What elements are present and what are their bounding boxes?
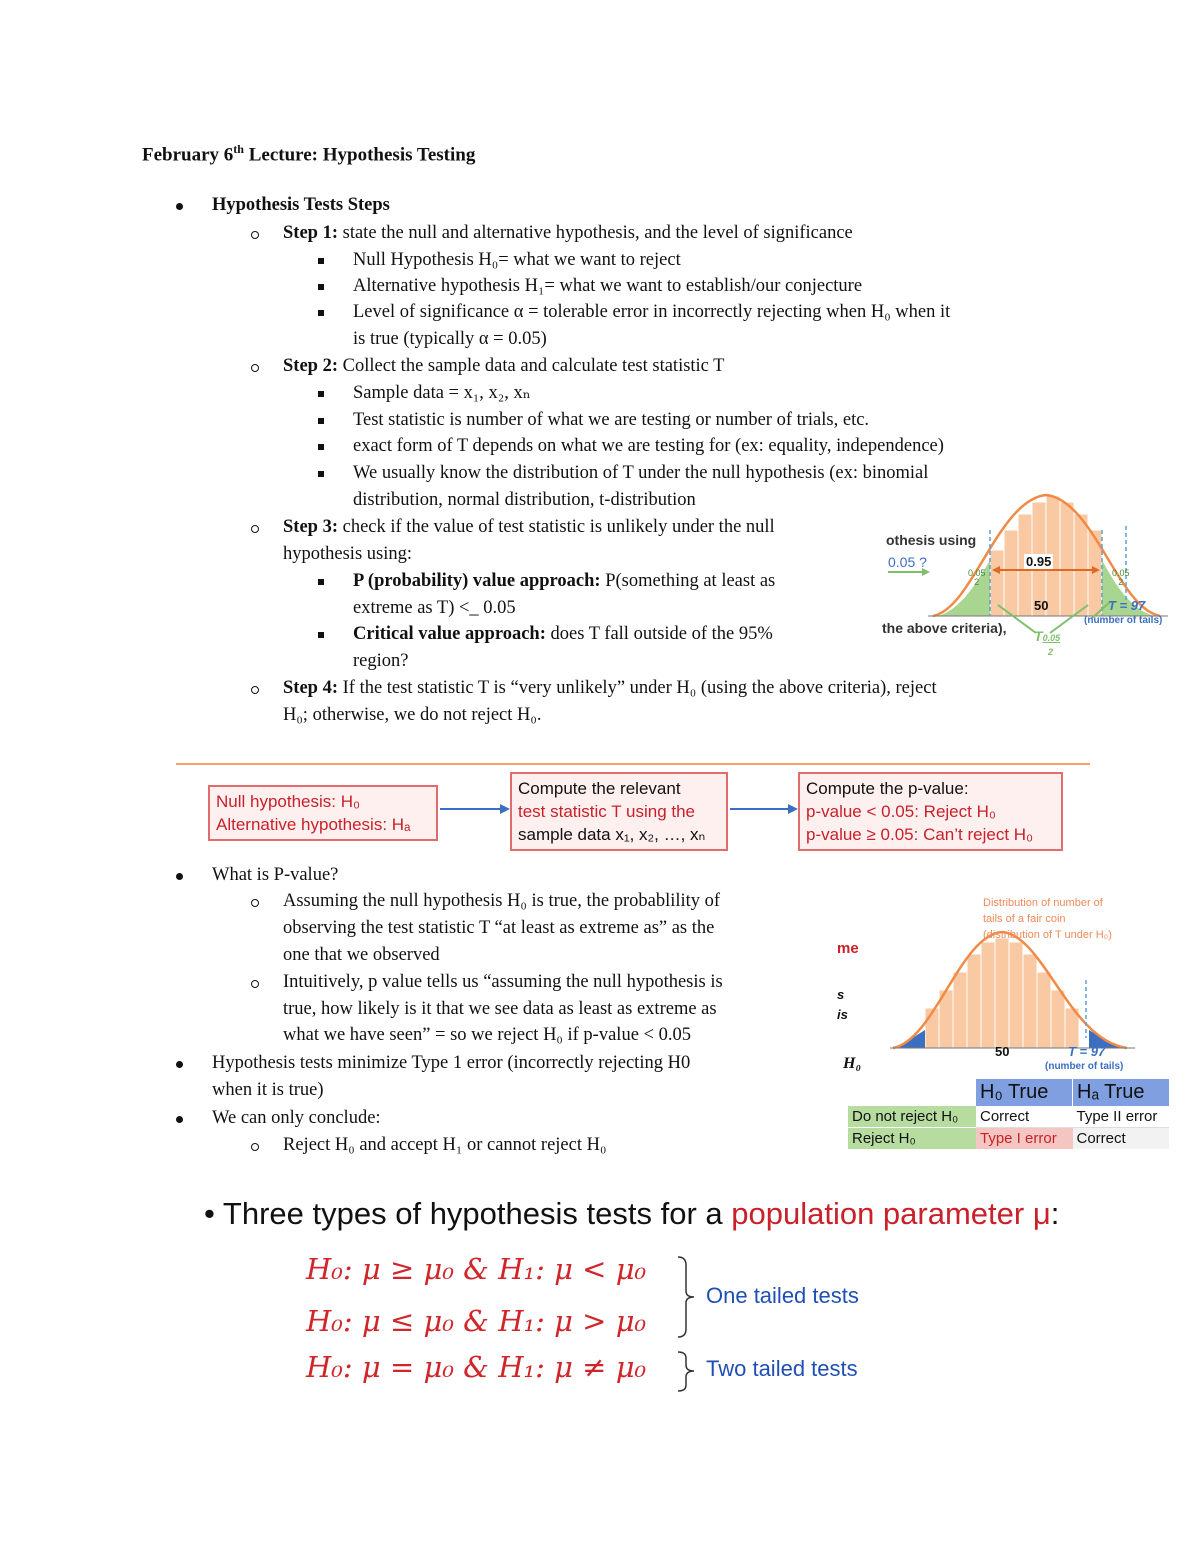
- critical-value-approach-cont: region?: [353, 651, 409, 671]
- bullet: •: [204, 1196, 215, 1231]
- three-types-heading: [204, 1196, 1059, 1232]
- figure-fragment: the above criteria),: [882, 620, 1007, 636]
- table-row: [848, 1079, 1169, 1106]
- equation-2: H₀: μ ≤ μ₀ & H₁: μ > μ₀: [306, 1304, 647, 1338]
- step1-item: Alternative hypothesis H₁= what we want to establish/our conjecture: [353, 276, 863, 296]
- figure-fragment: othesis using: [886, 532, 977, 548]
- bullet: [251, 364, 259, 372]
- test-statistic-box: [510, 772, 728, 851]
- step1: Step 1: state the null and alternative hypothesis, and the level of significance: [283, 223, 853, 243]
- figure-fragment: is: [837, 1007, 848, 1022]
- bullet: [251, 899, 259, 907]
- box-line: sample data x₁, x₂, …, xₙ: [518, 825, 706, 844]
- tail-label-left: 0.05 2: [968, 568, 986, 587]
- bullet: [251, 525, 259, 533]
- flow-arrow: [438, 802, 512, 816]
- bullet: [318, 284, 324, 290]
- box-line: Null hypothesis: H₀: [216, 792, 361, 811]
- bullet: [318, 310, 324, 316]
- error-table: [848, 1079, 1169, 1149]
- conclude-option: Reject H₀ and accept H₁ or cannot reject H₀: [283, 1135, 607, 1155]
- box-line: Compute the relevant: [518, 779, 681, 798]
- heading-text: population parameter μ: [731, 1196, 1051, 1231]
- x-label-50: 50: [1034, 598, 1049, 613]
- figure-fragment: 0.05 ?: [888, 554, 927, 570]
- step2-item: Test statistic is number of what we are testing or number of trials, etc.: [353, 410, 870, 430]
- p-value-intuition: Intuitively, p value tells us “assuming the null hypothesis is: [283, 972, 723, 992]
- box-line: Alternative hypothesis: Hₐ: [216, 815, 411, 834]
- p-value-question: What is P-value?: [212, 865, 339, 885]
- step2-item: Sample data = x₁, x₂, xₙ: [353, 383, 531, 403]
- critical-value-approach: Critical value approach: does T fall outside of the 95%: [353, 624, 773, 644]
- cell: Type II error: [1073, 1106, 1170, 1128]
- bullet: [318, 579, 324, 585]
- p-value-intuition: what we have seen” = so we reject H₀ if p-value < 0.05: [283, 1025, 691, 1045]
- p-value-definition: Assuming the null hypothesis H₀ is true, the probablility of: [283, 891, 721, 911]
- bullet: [176, 873, 183, 880]
- heading-text: Three types of hypothesis tests for a: [222, 1196, 732, 1231]
- step2-item: We usually know the distribution of T under the null hypothesis (ex: binomial: [353, 463, 929, 483]
- row-label: Do not reject H₀: [848, 1106, 976, 1128]
- header-ha-true: Hₐ True: [1073, 1079, 1170, 1106]
- p-value-figure: [835, 890, 1170, 1080]
- brace-icon: [672, 1255, 702, 1395]
- cell: Correct: [1073, 1128, 1170, 1150]
- tail-label-right: 0.05 2: [1112, 568, 1130, 587]
- x-label-50: 50: [995, 1044, 1010, 1059]
- caption-line: (distribution of T under H₀): [983, 929, 1112, 941]
- flow-arrow: [728, 802, 800, 816]
- header-h0-true: H₀ True: [976, 1079, 1073, 1106]
- bullet: [318, 391, 324, 397]
- step1-item: Null Hypothesis H₀= what we want to reject: [353, 250, 681, 270]
- hypothesis-box: [208, 785, 438, 841]
- bullet: [318, 444, 324, 450]
- table-row: [848, 1106, 1169, 1128]
- bullet: [318, 258, 324, 264]
- equation-3: H₀: μ = μ₀ & H₁: μ ≠ μ₀: [306, 1350, 647, 1384]
- caption-line: Distribution of number of: [983, 897, 1103, 909]
- cell: Correct: [976, 1106, 1073, 1128]
- step1-item: Level of significance α = tolerable error in incorrectly rejecting when H₀ when it: [353, 302, 951, 322]
- step2: Step 2: Collect the sample data and calculate test statistic T: [283, 356, 725, 376]
- bullet: [318, 418, 324, 424]
- caption-line: tails of a fair coin: [983, 913, 1066, 925]
- type1-note: when it is true): [212, 1080, 324, 1100]
- bullet: [176, 203, 183, 210]
- step1-item: is true (typically α = 0.05): [353, 329, 547, 349]
- critical-region-figure: [878, 490, 1190, 665]
- heading-text: :: [1050, 1196, 1060, 1231]
- figure-fragment: H₀: [843, 1055, 862, 1072]
- p-value-approach-cont: extreme as T) <_ 0.05: [353, 598, 516, 618]
- bullet: [251, 980, 259, 988]
- center-probability-label: 0.95: [1026, 554, 1052, 569]
- step4: Step 4: If the test statistic T is “very unlikely” under H₀ (using the above criteria), reject: [283, 678, 937, 698]
- page-title: February 6th Lecture: Hypothesis Testing: [142, 142, 476, 166]
- bullet: [251, 1143, 259, 1151]
- conclude-note: We can only conclude:: [212, 1108, 381, 1128]
- box-line: test statistic T using the: [518, 802, 696, 821]
- bullet: [251, 686, 259, 694]
- divider: [176, 763, 1090, 765]
- distribution-caption: [983, 895, 1112, 943]
- empty-cell: [848, 1079, 976, 1106]
- cell: Type I error: [976, 1128, 1073, 1150]
- p-value-definition: observing the test statistic T “at least as extreme as” as the: [283, 918, 715, 938]
- box-line: p-value < 0.05: Reject H₀: [806, 802, 996, 821]
- bullet: [251, 231, 259, 239]
- steps-heading: Hypothesis Tests Steps: [212, 195, 390, 215]
- figure-fragment: me: [837, 940, 859, 957]
- t-critical-label: T0.05 2: [1034, 628, 1061, 657]
- p-value-box: [798, 772, 1063, 851]
- box-line: Compute the p-value:: [806, 779, 969, 798]
- table-row: [848, 1128, 1169, 1150]
- bullet: [176, 1061, 183, 1068]
- step3: Step 3: check if the value of test statistic is unlikely under the null: [283, 517, 775, 537]
- type1-note: Hypothesis tests minimize Type 1 error (incorrectly rejecting H0: [212, 1053, 691, 1073]
- row-label: Reject H₀: [848, 1128, 976, 1150]
- p-value-approach: P (probability) value approach: P(something at least as: [353, 571, 776, 591]
- bullet: [318, 471, 324, 477]
- p-value-intuition: true, how likely is it that we see data as least as extreme as: [283, 999, 717, 1019]
- t-observed-label: T = 97: [1108, 598, 1146, 613]
- step2-item: exact form of T depends on what we are testing for (ex: equality, independence): [353, 436, 944, 456]
- two-tailed-label: Two tailed tests: [706, 1356, 858, 1381]
- bullet: [318, 632, 324, 638]
- bullet: [176, 1116, 183, 1123]
- t-observed-label: T = 97: [1068, 1044, 1106, 1059]
- tails-note: (number of tails): [1045, 1061, 1124, 1072]
- tails-note: (number of tails): [1084, 615, 1163, 626]
- step2-item: distribution, normal distribution, t-distribution: [353, 490, 696, 510]
- p-value-definition: one that we observed: [283, 945, 440, 965]
- figure-fragment: s: [837, 987, 845, 1002]
- step3-cont: hypothesis using:: [283, 544, 412, 564]
- one-tailed-label: One tailed tests: [706, 1283, 859, 1308]
- box-line: p-value ≥ 0.05: Can’t reject H₀: [806, 825, 1034, 844]
- step4-cont: H₀; otherwise, we do not reject H₀.: [283, 705, 542, 725]
- equation-1: H₀: μ ≥ μ₀ & H₁: μ < μ₀: [306, 1252, 647, 1286]
